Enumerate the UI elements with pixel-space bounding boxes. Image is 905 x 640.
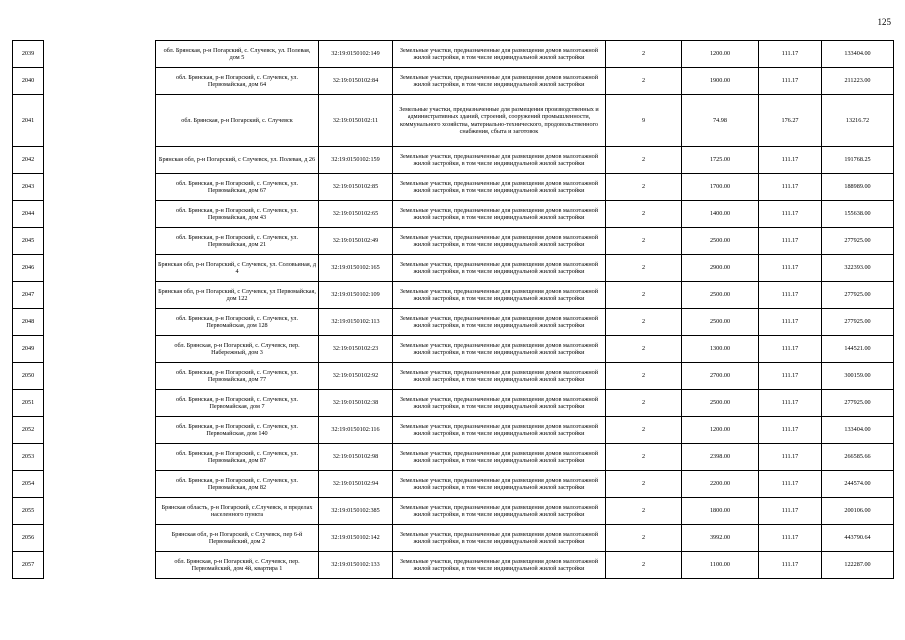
table-row [13,174,894,201]
address-cell: Брянская область, р-н Погарский, с.Случевск, в пределах населенного пункта [156,498,319,525]
area-cell: 2500.00 [682,228,759,255]
row-number-cell: 2043 [13,174,44,201]
permitted-use-cell: Земельные участки, предназначенные для размещения домов малоэтажной жилой застройки, в том числе индивидуальной жилой застройки [393,201,606,228]
cadastral-number-cell: 32:19:0150102:65 [319,201,393,228]
permitted-use-cell: Земельные участки, предназначенные для размещения производственных и административных зданий, строений, сооружений промышленности, коммунального хозяйства, материально-технического, продовольственного снабжения, сбыта и заготовок [393,95,606,147]
category-cell: 2 [606,282,682,309]
gap-cell [44,363,156,390]
row-number-cell: 2050 [13,363,44,390]
table-row [13,228,894,255]
address-cell: обл. Брянская, р-н Погарский, с. Случевск, ул. Первомайская, дом 64 [156,68,319,95]
table-row [13,41,894,68]
cadastral-number-cell: 32:19:0150102:165 [319,255,393,282]
gap-cell [44,390,156,417]
permitted-use-cell: Земельные участки, предназначенные для размещения домов малоэтажной жилой застройки, в том числе индивидуальной жилой застройки [393,309,606,336]
cadastral-number-cell: 32:19:0150102:109 [319,282,393,309]
permitted-use-cell: Земельные участки, предназначенные для размещения домов малоэтажной жилой застройки, в том числе индивидуальной жилой застройки [393,41,606,68]
gap-cell [44,147,156,174]
land-registry-table [12,40,894,579]
cadastral-number-cell: 32:19:0150102:133 [319,552,393,579]
row-number-cell: 2047 [13,282,44,309]
category-cell: 2 [606,444,682,471]
cadastral-value-cell: 277925.00 [822,309,894,336]
table-row [13,68,894,95]
row-number-cell: 2056 [13,525,44,552]
page-number: 125 [877,17,891,27]
area-cell: 2398.00 [682,444,759,471]
gap-cell [44,525,156,552]
area-cell: 1300.00 [682,336,759,363]
row-number-cell: 2054 [13,471,44,498]
cadastral-number-cell: 32:19:0150102:11 [319,95,393,147]
gap-cell [44,201,156,228]
table-row [13,390,894,417]
address-cell: обл. Брянская, р-н Погарский, с. Случевск [156,95,319,147]
cadastral-value-cell: 13216.72 [822,95,894,147]
address-cell: обл. Брянская, р-н Погарский, с. Случевск, ул. Первомайская, дом 43 [156,201,319,228]
row-number-cell: 2042 [13,147,44,174]
cadastral-number-cell: 32:19:0150102:149 [319,41,393,68]
cadastral-value-cell: 322393.00 [822,255,894,282]
rate-cell: 111.17 [759,201,822,228]
permitted-use-cell: Земельные участки, предназначенные для размещения домов малоэтажной жилой застройки, в том числе индивидуальной жилой застройки [393,444,606,471]
table-row [13,525,894,552]
cadastral-number-cell: 32:19:0150102:84 [319,68,393,95]
row-number-cell: 2040 [13,68,44,95]
category-cell: 2 [606,147,682,174]
table-row [13,552,894,579]
cadastral-value-cell: 200106.00 [822,498,894,525]
table-row [13,363,894,390]
cadastral-number-cell: 32:19:0150102:98 [319,444,393,471]
category-cell: 2 [606,498,682,525]
rate-cell: 111.17 [759,417,822,444]
address-cell: обл. Брянская, р-н Погарский, с. Случевск, ул. Первомайская, дом 7 [156,390,319,417]
rate-cell: 111.17 [759,552,822,579]
address-cell: Брянская обл, р-н Погарский, с Случевск, ул Первомайская, дом 122 [156,282,319,309]
gap-cell [44,552,156,579]
table-row [13,95,894,147]
table-row [13,282,894,309]
address-cell: Брянская обл, р-н Погарский, с Случевск, ул. Полевая, д 26 [156,147,319,174]
rate-cell: 111.17 [759,147,822,174]
area-cell: 2700.00 [682,363,759,390]
area-cell: 1100.00 [682,552,759,579]
address-cell: обл. Брянская, р-н Погарский, с. Случевск, ул. Первомайская, дом 128 [156,309,319,336]
category-cell: 9 [606,95,682,147]
cadastral-number-cell: 32:19:0150102:23 [319,336,393,363]
cadastral-value-cell: 277925.00 [822,282,894,309]
permitted-use-cell: Земельные участки, предназначенные для размещения домов малоэтажной жилой застройки, в том числе индивидуальной жилой застройки [393,174,606,201]
permitted-use-cell: Земельные участки, предназначенные для размещения домов малоэтажной жилой застройки, в том числе индивидуальной жилой застройки [393,282,606,309]
category-cell: 2 [606,363,682,390]
category-cell: 2 [606,552,682,579]
address-cell: обл. Брянская, р-н Погарский, с. Случевск, ул. Первомайская, дом 140 [156,417,319,444]
category-cell: 2 [606,471,682,498]
cadastral-value-cell: 122287.00 [822,552,894,579]
category-cell: 2 [606,174,682,201]
cadastral-value-cell: 244574.00 [822,471,894,498]
rate-cell: 111.17 [759,255,822,282]
address-cell: Брянская обл, р-н Погарский, с Случевск, пер 6-й Первомайский, дом 2 [156,525,319,552]
gap-cell [44,336,156,363]
category-cell: 2 [606,228,682,255]
permitted-use-cell: Земельные участки, предназначенные для размещения домов малоэтажной жилой застройки, в том числе индивидуальной жилой застройки [393,390,606,417]
area-cell: 3992.00 [682,525,759,552]
table-row [13,498,894,525]
gap-cell [44,471,156,498]
address-cell: обл. Брянская, р-н Погарский, с. Случевск, ул. Первомайская, дом 82 [156,471,319,498]
cadastral-value-cell: 144521.00 [822,336,894,363]
gap-cell [44,282,156,309]
cadastral-value-cell: 443790.64 [822,525,894,552]
address-cell: Брянская обл, р-н Погарский, с Случевск, ул. Соловьиная, д 4 [156,255,319,282]
cadastral-number-cell: 32:19:0150102:49 [319,228,393,255]
cadastral-value-cell: 188989.00 [822,174,894,201]
cadastral-number-cell: 32:19:0150102:94 [319,471,393,498]
permitted-use-cell: Земельные участки, предназначенные для размещения домов малоэтажной жилой застройки, в том числе индивидуальной жилой застройки [393,68,606,95]
address-cell: обл. Брянская, р-н Погарский, с. Случевск, пер. Набережный, дом 3 [156,336,319,363]
gap-cell [44,41,156,68]
address-cell: обл. Брянская, р-н Погарский, с. Случевск, ул. Полевая, дом 5 [156,41,319,68]
rate-cell: 111.17 [759,228,822,255]
rate-cell: 111.17 [759,68,822,95]
gap-cell [44,444,156,471]
rate-cell: 111.17 [759,471,822,498]
rate-cell: 111.17 [759,444,822,471]
row-number-cell: 2057 [13,552,44,579]
row-number-cell: 2053 [13,444,44,471]
area-cell: 2900.00 [682,255,759,282]
permitted-use-cell: Земельные участки, предназначенные для размещения домов малоэтажной жилой застройки, в том числе индивидуальной жилой застройки [393,525,606,552]
gap-cell [44,174,156,201]
gap-cell [44,255,156,282]
row-number-cell: 2052 [13,417,44,444]
rate-cell: 111.17 [759,390,822,417]
permitted-use-cell: Земельные участки, предназначенные для размещения домов малоэтажной жилой застройки, в том числе индивидуальной жилой застройки [393,363,606,390]
gap-cell [44,498,156,525]
category-cell: 2 [606,201,682,228]
cadastral-number-cell: 32:19:0150102:85 [319,174,393,201]
table-row [13,201,894,228]
category-cell: 2 [606,417,682,444]
table-row [13,417,894,444]
table-row [13,147,894,174]
rate-cell: 111.17 [759,309,822,336]
permitted-use-cell: Земельные участки, предназначенные для размещения домов малоэтажной жилой застройки, в том числе индивидуальной жилой застройки [393,336,606,363]
permitted-use-cell: Земельные участки, предназначенные для размещения домов малоэтажной жилой застройки, в том числе индивидуальной жилой застройки [393,228,606,255]
permitted-use-cell: Земельные участки, предназначенные для размещения домов малоэтажной жилой застройки, в том числе индивидуальной жилой застройки [393,147,606,174]
cadastral-value-cell: 155638.00 [822,201,894,228]
category-cell: 2 [606,309,682,336]
category-cell: 2 [606,336,682,363]
rate-cell: 111.17 [759,174,822,201]
permitted-use-cell: Земельные участки, предназначенные для размещения домов малоэтажной жилой застройки, в том числе индивидуальной жилой застройки [393,471,606,498]
rate-cell: 111.17 [759,363,822,390]
permitted-use-cell: Земельные участки, предназначенные для размещения домов малоэтажной жилой застройки, в том числе индивидуальной жилой застройки [393,498,606,525]
rate-cell: 111.17 [759,498,822,525]
cadastral-number-cell: 32:19:0150102:142 [319,525,393,552]
cadastral-value-cell: 133404.00 [822,41,894,68]
category-cell: 2 [606,390,682,417]
cadastral-value-cell: 191768.25 [822,147,894,174]
rate-cell: 111.17 [759,525,822,552]
area-cell: 1200.00 [682,417,759,444]
area-cell: 1900.00 [682,68,759,95]
permitted-use-cell: Земельные участки, предназначенные для размещения домов малоэтажной жилой застройки, в том числе индивидуальной жилой застройки [393,552,606,579]
cadastral-number-cell: 32:19:0150102:113 [319,309,393,336]
category-cell: 2 [606,525,682,552]
row-number-cell: 2046 [13,255,44,282]
table-row [13,444,894,471]
cadastral-number-cell: 32:19:0150102:92 [319,363,393,390]
row-number-cell: 2039 [13,41,44,68]
area-cell: 2500.00 [682,390,759,417]
table-body [13,41,894,579]
area-cell: 1700.00 [682,174,759,201]
area-cell: 2500.00 [682,309,759,336]
row-number-cell: 2045 [13,228,44,255]
rate-cell: 111.17 [759,336,822,363]
area-cell: 1725.00 [682,147,759,174]
address-cell: обл. Брянская, р-н Погарский, с. Случевск, ул. Первомайская, дом 21 [156,228,319,255]
cadastral-number-cell: 32:19:0150102:385 [319,498,393,525]
table-row [13,309,894,336]
cadastral-value-cell: 277925.00 [822,228,894,255]
cadastral-value-cell: 211223.00 [822,68,894,95]
gap-cell [44,417,156,444]
address-cell: обл. Брянская, р-н Погарский, с. Случевск, пер. Первомайский, дом 4й, квартира 1 [156,552,319,579]
category-cell: 2 [606,68,682,95]
area-cell: 2500.00 [682,282,759,309]
rate-cell: 111.17 [759,282,822,309]
address-cell: обл. Брянская, р-н Погарский, с. Случевск, ул. Первомайская, дом 67 [156,174,319,201]
area-cell: 1200.00 [682,41,759,68]
area-cell: 1800.00 [682,498,759,525]
cadastral-number-cell: 32:19:0150102:38 [319,390,393,417]
area-cell: 74.98 [682,95,759,147]
row-number-cell: 2041 [13,95,44,147]
gap-cell [44,95,156,147]
row-number-cell: 2055 [13,498,44,525]
row-number-cell: 2048 [13,309,44,336]
row-number-cell: 2051 [13,390,44,417]
cadastral-value-cell: 277925.00 [822,390,894,417]
permitted-use-cell: Земельные участки, предназначенные для размещения домов малоэтажной жилой застройки, в том числе индивидуальной жилой застройки [393,417,606,444]
cadastral-number-cell: 32:19:0150102:159 [319,147,393,174]
area-cell: 2200.00 [682,471,759,498]
rate-cell: 176.27 [759,95,822,147]
permitted-use-cell: Земельные участки, предназначенные для размещения домов малоэтажной жилой застройки, в том числе индивидуальной жилой застройки [393,255,606,282]
area-cell: 1400.00 [682,201,759,228]
cadastral-number-cell: 32:19:0150102:116 [319,417,393,444]
table-row [13,471,894,498]
gap-cell [44,228,156,255]
row-number-cell: 2049 [13,336,44,363]
cadastral-value-cell: 133404.00 [822,417,894,444]
cadastral-value-cell: 266585.66 [822,444,894,471]
table-row [13,336,894,363]
gap-cell [44,309,156,336]
cadastral-value-cell: 300159.00 [822,363,894,390]
row-number-cell: 2044 [13,201,44,228]
category-cell: 2 [606,41,682,68]
address-cell: обл. Брянская, р-н Погарский, с. Случевск, ул. Первомайская, дом 77 [156,363,319,390]
gap-cell [44,68,156,95]
address-cell: обл. Брянская, р-н Погарский, с. Случевск, ул. Первомайская, дом 87 [156,444,319,471]
table-row [13,255,894,282]
category-cell: 2 [606,255,682,282]
rate-cell: 111.17 [759,41,822,68]
